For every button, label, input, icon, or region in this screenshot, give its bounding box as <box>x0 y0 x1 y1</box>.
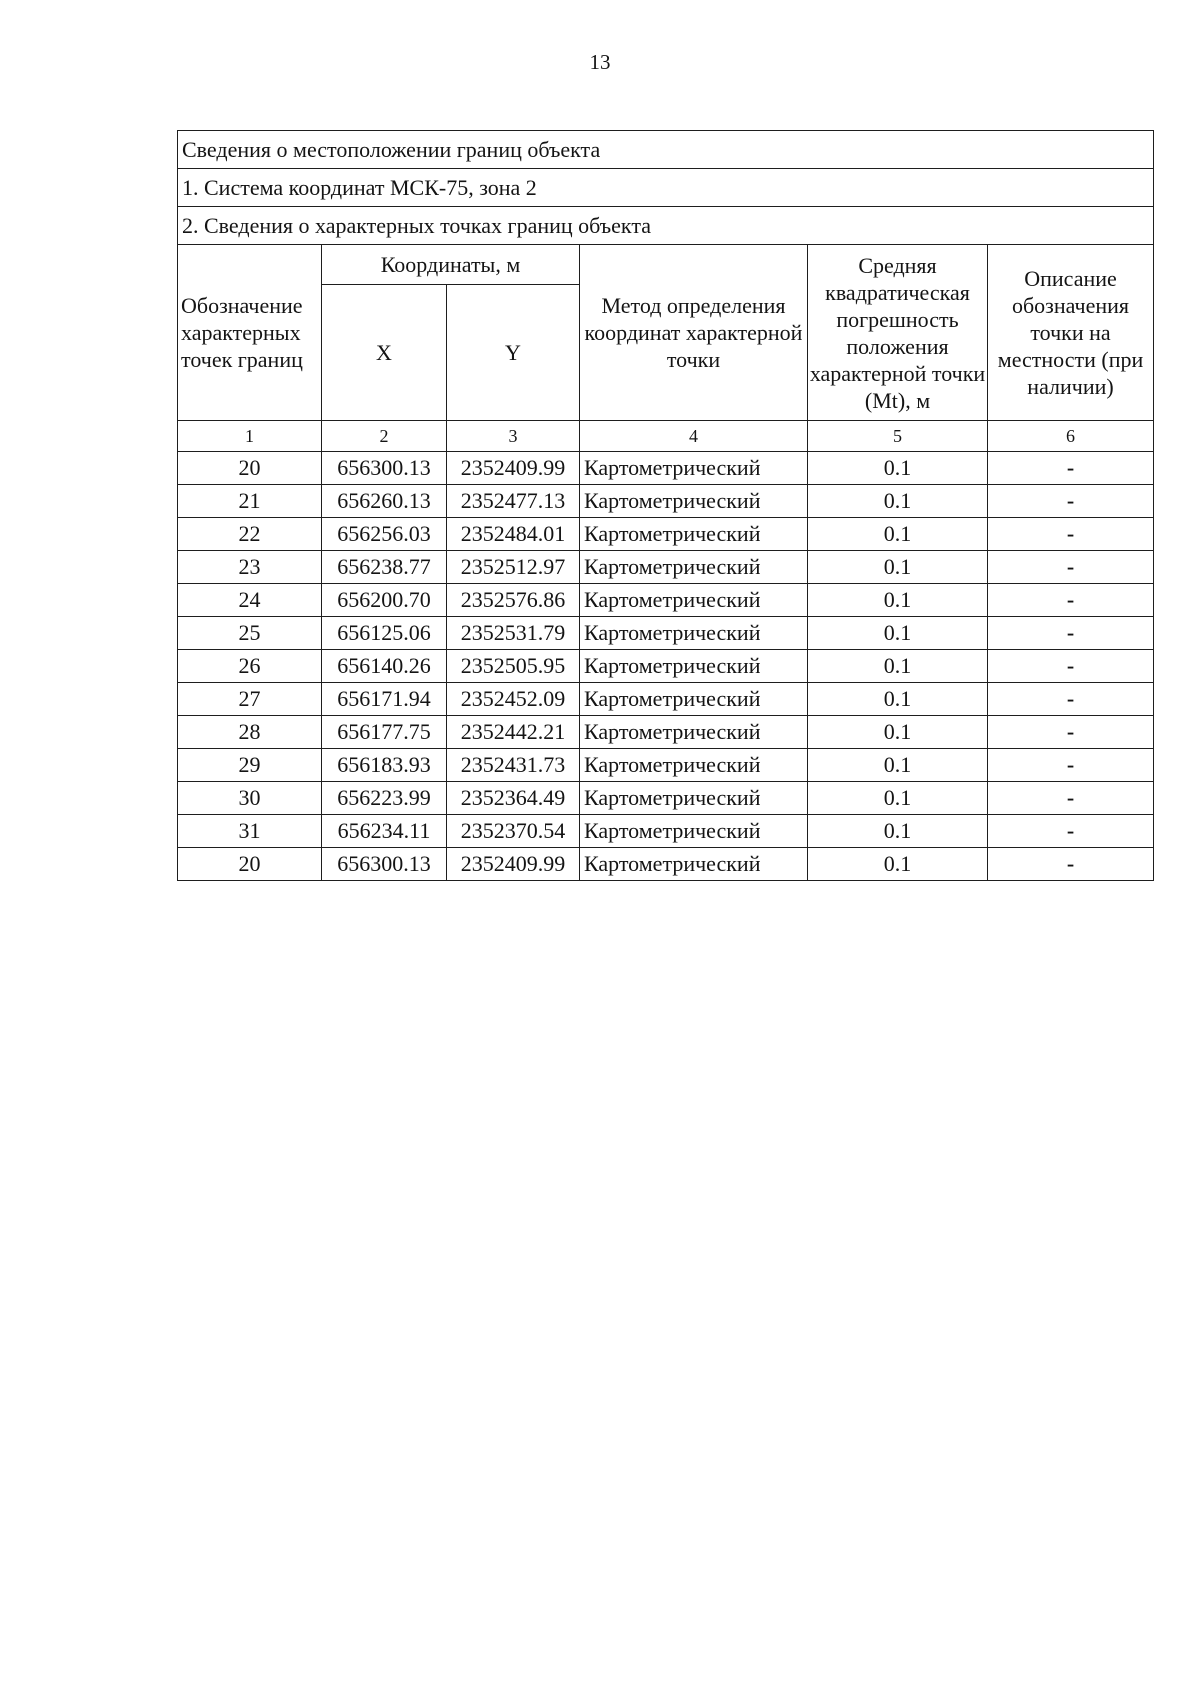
point-designation: 24 <box>178 584 322 617</box>
section-title-row <box>178 131 1154 169</box>
point-designation: 30 <box>178 782 322 815</box>
point-description: - <box>988 518 1154 551</box>
table-body <box>178 452 1154 881</box>
determination-method: Картометрический <box>580 716 808 749</box>
coordinate-x: 656300.13 <box>322 452 447 485</box>
header-method: Метод определения координат характерной точки <box>580 245 808 421</box>
table-row <box>178 584 1154 617</box>
header-x: X <box>322 285 447 421</box>
point-description: - <box>988 617 1154 650</box>
determination-method: Картометрический <box>580 584 808 617</box>
mean-square-error: 0.1 <box>808 848 988 881</box>
point-designation: 23 <box>178 551 322 584</box>
determination-method: Картометрический <box>580 452 808 485</box>
table-header-section <box>178 131 1154 452</box>
point-description: - <box>988 716 1154 749</box>
point-description: - <box>988 650 1154 683</box>
table-row <box>178 782 1154 815</box>
table-row <box>178 650 1154 683</box>
mean-square-error: 0.1 <box>808 716 988 749</box>
coordinate-y: 2352409.99 <box>447 848 580 881</box>
table-row <box>178 485 1154 518</box>
page-number: 13 <box>589 50 611 74</box>
point-description: - <box>988 452 1154 485</box>
section-title: Сведения о местоположении границ объекта <box>178 131 1154 169</box>
header-designation: Обозначение характерных точек границ <box>178 245 322 421</box>
coordinate-system-row <box>178 169 1154 207</box>
table-row <box>178 518 1154 551</box>
determination-method: Картометрический <box>580 683 808 716</box>
point-description: - <box>988 815 1154 848</box>
column-number: 1 <box>178 421 322 452</box>
determination-method: Картометрический <box>580 749 808 782</box>
table-row <box>178 749 1154 782</box>
coordinate-y: 2352477.13 <box>447 485 580 518</box>
point-description: - <box>988 683 1154 716</box>
table-row <box>178 848 1154 881</box>
coordinate-x: 656256.03 <box>322 518 447 551</box>
mean-square-error: 0.1 <box>808 452 988 485</box>
mean-square-error: 0.1 <box>808 485 988 518</box>
column-number: 4 <box>580 421 808 452</box>
coordinate-x: 656171.94 <box>322 683 447 716</box>
table-row <box>178 815 1154 848</box>
coordinate-y: 2352431.73 <box>447 749 580 782</box>
determination-method: Картометрический <box>580 848 808 881</box>
coordinate-y: 2352512.97 <box>447 551 580 584</box>
coordinate-y: 2352452.09 <box>447 683 580 716</box>
header-coordinates: Координаты, м <box>322 245 580 285</box>
table-row <box>178 452 1154 485</box>
determination-method: Картометрический <box>580 551 808 584</box>
coordinate-y: 2352442.21 <box>447 716 580 749</box>
point-designation: 25 <box>178 617 322 650</box>
coordinate-y: 2352576.86 <box>447 584 580 617</box>
table-row <box>178 683 1154 716</box>
point-designation: 26 <box>178 650 322 683</box>
boundary-points-table <box>177 130 1154 881</box>
point-description: - <box>988 848 1154 881</box>
header-description: Описание обозначения точки на местности (при наличии) <box>988 245 1154 421</box>
determination-method: Картометрический <box>580 518 808 551</box>
points-title-row <box>178 207 1154 245</box>
point-description: - <box>988 584 1154 617</box>
column-number: 6 <box>988 421 1154 452</box>
mean-square-error: 0.1 <box>808 584 988 617</box>
mean-square-error: 0.1 <box>808 782 988 815</box>
table-row <box>178 716 1154 749</box>
mean-square-error: 0.1 <box>808 815 988 848</box>
point-designation: 22 <box>178 518 322 551</box>
mean-square-error: 0.1 <box>808 518 988 551</box>
coordinate-x: 656234.11 <box>322 815 447 848</box>
table-row <box>178 617 1154 650</box>
coordinate-x: 656238.77 <box>322 551 447 584</box>
point-description: - <box>988 485 1154 518</box>
point-designation: 20 <box>178 452 322 485</box>
point-designation: 31 <box>178 815 322 848</box>
coordinate-y: 2352409.99 <box>447 452 580 485</box>
coordinate-y: 2352505.95 <box>447 650 580 683</box>
point-designation: 20 <box>178 848 322 881</box>
coordinate-x: 656177.75 <box>322 716 447 749</box>
coordinate-y: 2352484.01 <box>447 518 580 551</box>
point-description: - <box>988 551 1154 584</box>
coordinate-y: 2352531.79 <box>447 617 580 650</box>
coordinate-x: 656300.13 <box>322 848 447 881</box>
point-designation: 27 <box>178 683 322 716</box>
column-number: 3 <box>447 421 580 452</box>
column-number: 2 <box>322 421 447 452</box>
column-number-row <box>178 421 1154 452</box>
points-title: 2. Сведения о характерных точках границ объекта <box>178 207 1154 245</box>
mean-square-error: 0.1 <box>808 617 988 650</box>
coordinate-y: 2352364.49 <box>447 782 580 815</box>
column-number: 5 <box>808 421 988 452</box>
coordinate-x: 656125.06 <box>322 617 447 650</box>
point-designation: 29 <box>178 749 322 782</box>
coordinate-x: 656223.99 <box>322 782 447 815</box>
coordinate-system: 1. Система координат МСК-75, зона 2 <box>178 169 1154 207</box>
header-accuracy: Средняя квадратическая погрешность положения характерной точки (Mt), м <box>808 245 988 421</box>
coordinate-y: 2352370.54 <box>447 815 580 848</box>
determination-method: Картометрический <box>580 617 808 650</box>
coordinate-x: 656260.13 <box>322 485 447 518</box>
mean-square-error: 0.1 <box>808 749 988 782</box>
determination-method: Картометрический <box>580 650 808 683</box>
column-header-row <box>178 245 1154 285</box>
table-row <box>178 551 1154 584</box>
point-description: - <box>988 782 1154 815</box>
determination-method: Картометрический <box>580 815 808 848</box>
coordinate-x: 656183.93 <box>322 749 447 782</box>
mean-square-error: 0.1 <box>808 683 988 716</box>
point-description: - <box>988 749 1154 782</box>
header-y: Y <box>447 285 580 421</box>
mean-square-error: 0.1 <box>808 650 988 683</box>
mean-square-error: 0.1 <box>808 551 988 584</box>
point-designation: 21 <box>178 485 322 518</box>
determination-method: Картометрический <box>580 782 808 815</box>
coordinate-x: 656140.26 <box>322 650 447 683</box>
point-designation: 28 <box>178 716 322 749</box>
determination-method: Картометрический <box>580 485 808 518</box>
coordinate-x: 656200.70 <box>322 584 447 617</box>
